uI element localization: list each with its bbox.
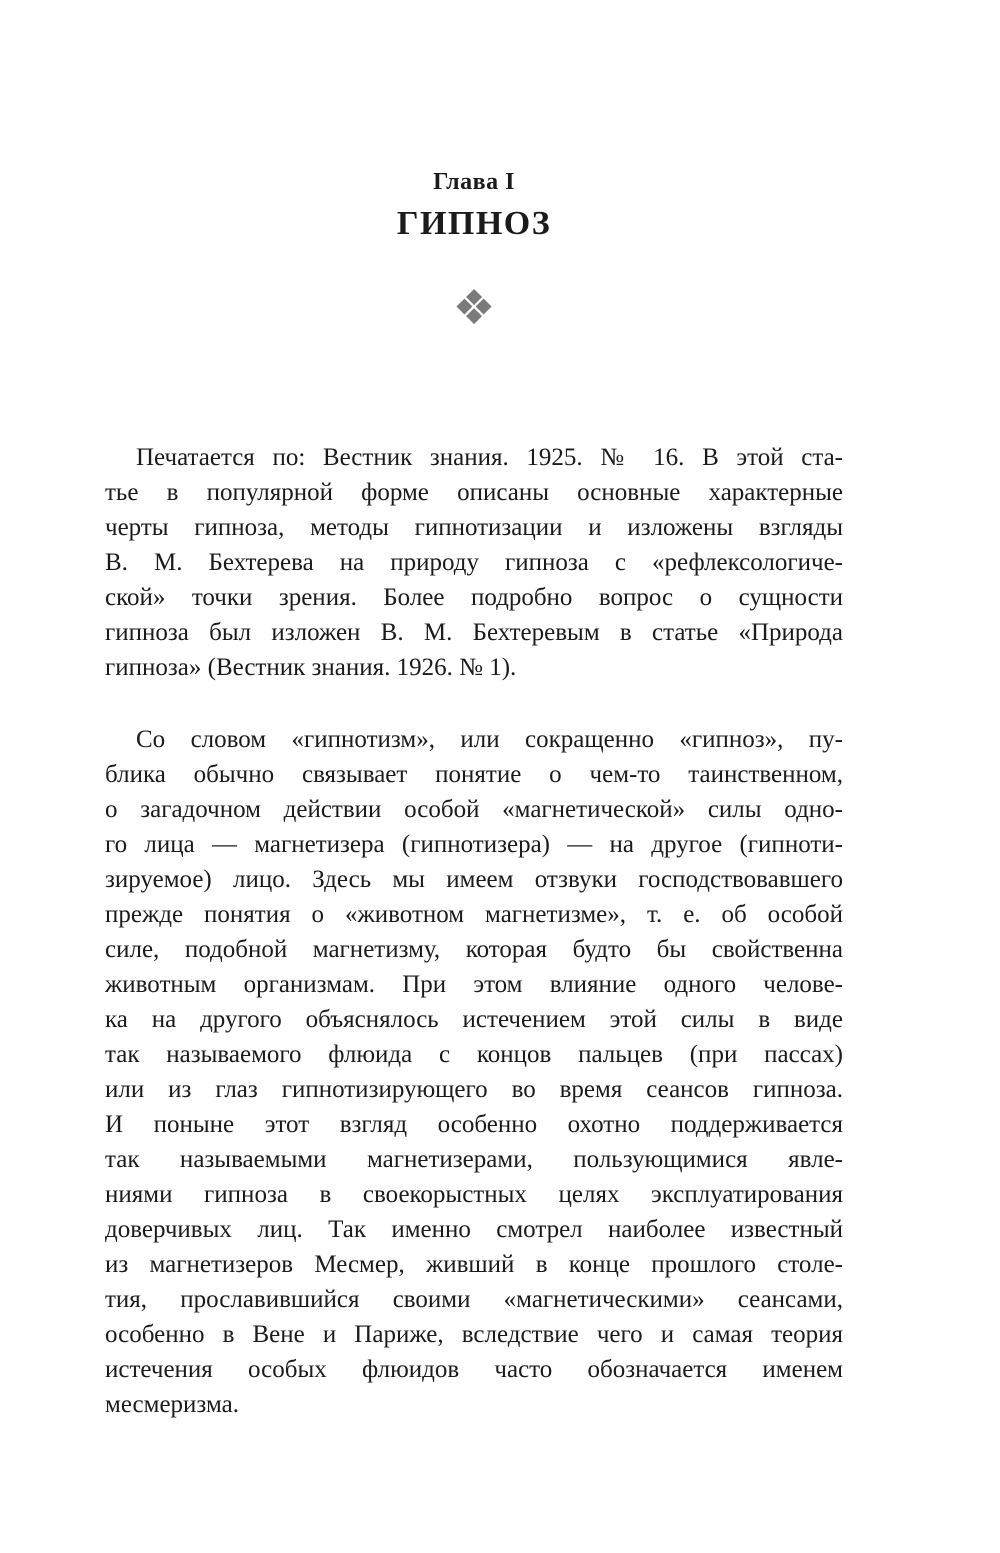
text-line: гипноза был изложен В. М. Бехтеревым в статье «Природа bbox=[105, 619, 843, 646]
text-line: из магнетизеров Месмер, живший в конце прошлого столе- bbox=[105, 1251, 843, 1278]
text-line: Печатается по: Вестник знания. 1925. № 16. В этой ста- bbox=[136, 444, 843, 471]
text-line: истечения особых флюидов часто обозначается именем bbox=[105, 1356, 843, 1383]
text-line: доверчивых лиц. Так именно смотрел наиболее известный bbox=[105, 1216, 843, 1243]
text-line: тье в популярной форме описаны основные характерные bbox=[105, 479, 843, 506]
text-line: И поныне этот взгляд особенно охотно поддерживается bbox=[105, 1111, 843, 1138]
main-paragraph bbox=[105, 722, 843, 1422]
text-line: В. М. Бехтерева на природу гипноза с «рефлексологиче- bbox=[105, 549, 843, 576]
text-line: зируемое) лицо. Здесь мы имеем отзвуки господствовавшего bbox=[105, 866, 843, 893]
text-line: или из глаз гипнотизирующего во время сеансов гипноза. bbox=[105, 1076, 843, 1103]
text-line: прежде понятия о «животном магнетизме», т. е. об особой bbox=[105, 901, 843, 928]
source-note-paragraph bbox=[105, 440, 843, 685]
text-line: го лица — магнетизера (гипнотизера) — на другое (гипноти- bbox=[105, 831, 843, 858]
text-line: тия, прославившийся своими «магнетическими» сеансами, bbox=[105, 1286, 843, 1313]
text-line: месмеризма. bbox=[105, 1391, 239, 1418]
text-line: гипноза» (Вестник знания. 1926. № 1). bbox=[105, 654, 517, 681]
text-line: ниями гипноза в своекорыстных целях эксплуатирования bbox=[105, 1181, 843, 1208]
section-divider-icon: ❖ bbox=[452, 280, 496, 336]
text-line: ской» точки зрения. Более подробно вопрос о сущности bbox=[105, 584, 843, 611]
text-line: Со словом «гипнотизм», или сокращенно «гипноз», пу- bbox=[136, 726, 843, 753]
text-line: о загадочном действии особой «магнетической» силы одно- bbox=[105, 796, 843, 823]
text-line: так называемого флюида с концов пальцев (при пассах) bbox=[105, 1041, 843, 1068]
chapter-label: Глава I bbox=[433, 169, 515, 195]
text-line: так называемыми магнетизерами, пользующимися явле- bbox=[105, 1146, 843, 1173]
text-line: животным организмам. При этом влияние одного челове- bbox=[105, 971, 843, 998]
chapter-title: ГИПНОЗ bbox=[396, 205, 552, 242]
text-line: ка на другого объяснялось истечением этой силы в виде bbox=[105, 1006, 843, 1033]
text-line: блика обычно связывает понятие о чем-то таинственном, bbox=[105, 761, 843, 788]
text-column bbox=[105, 0, 843, 1553]
text-line: особенно в Вене и Париже, вследствие чего и самая теория bbox=[105, 1321, 843, 1348]
text-line: силе, подобной магнетизму, которая будто бы свойственна bbox=[105, 936, 843, 963]
text-line: черты гипноза, методы гипнотизации и изложены взгляды bbox=[105, 514, 843, 541]
